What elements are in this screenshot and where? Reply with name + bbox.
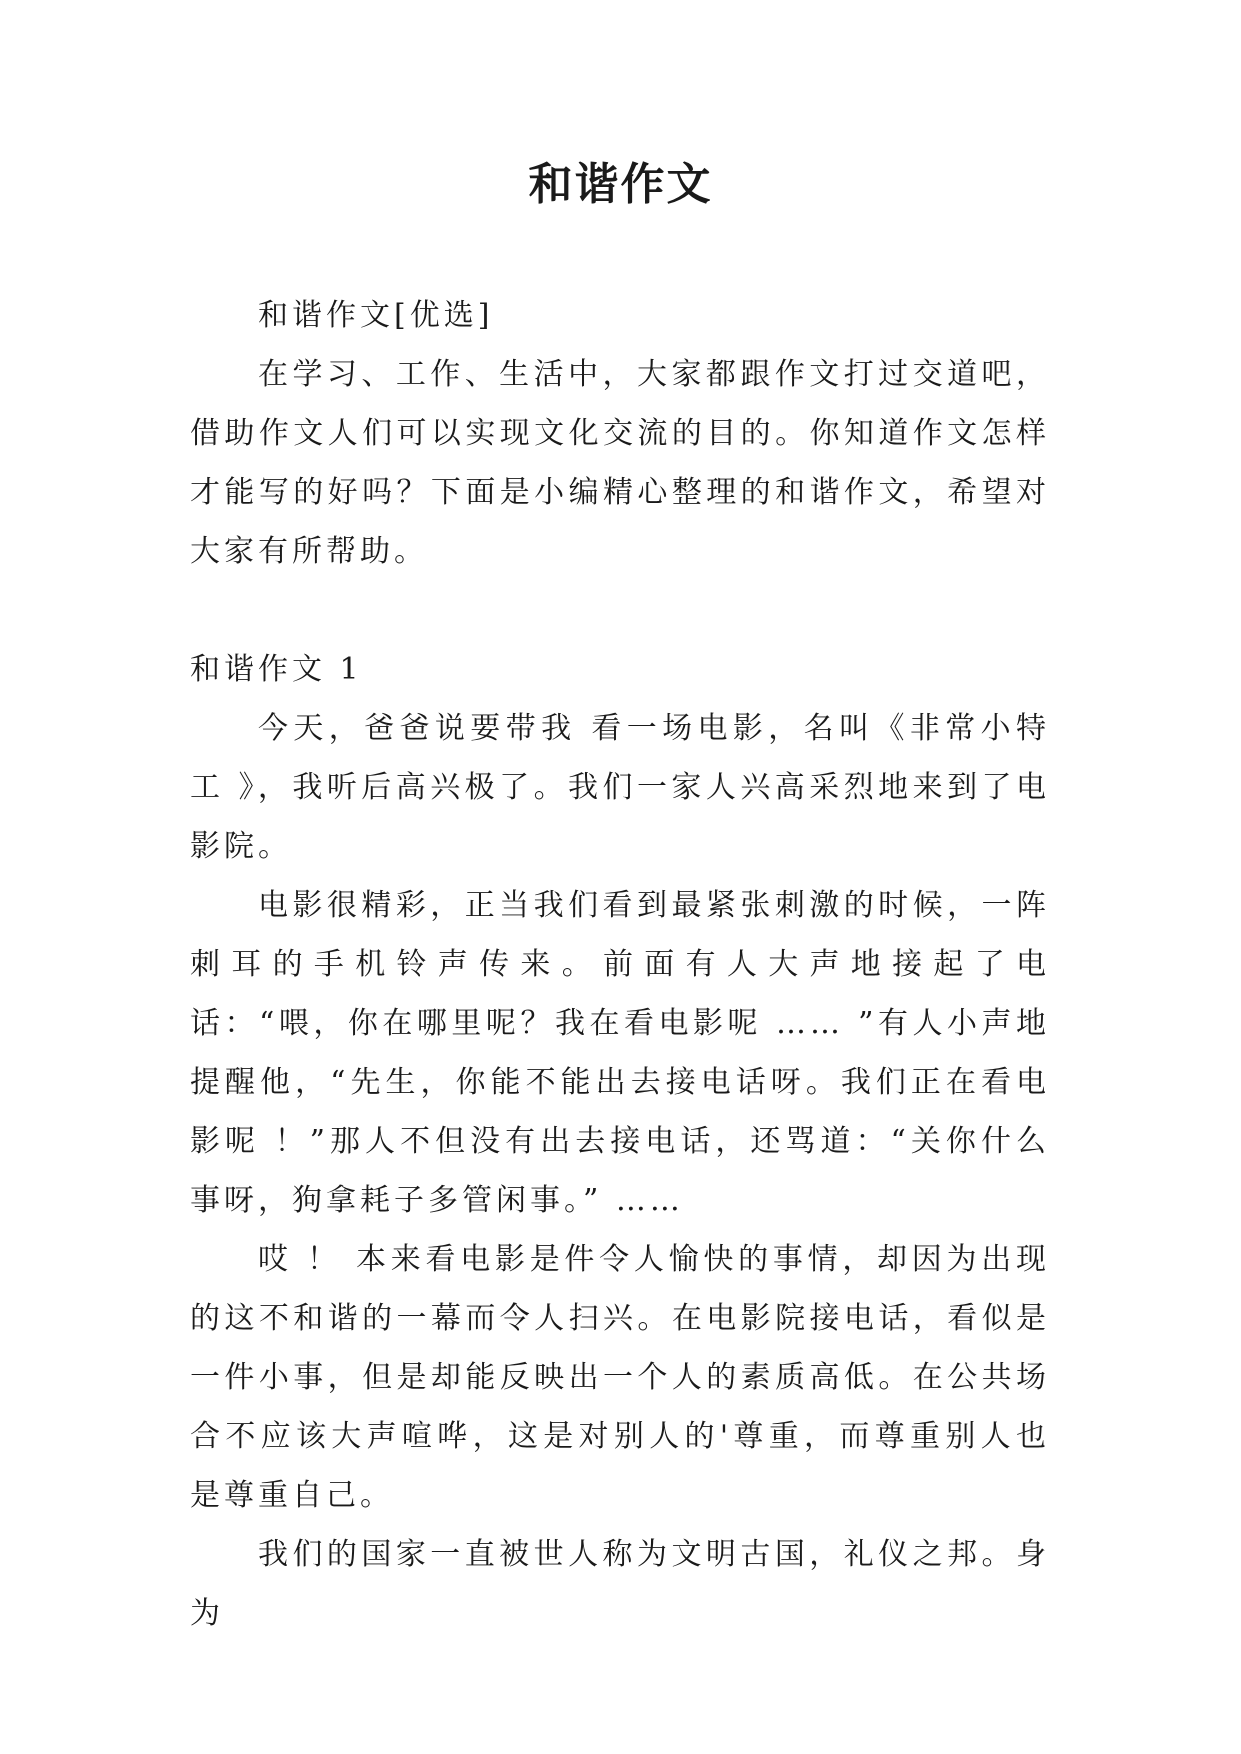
document-subtitle: 和谐作文[优选] [258, 298, 494, 333]
intro-paragraph: 在学习、工作、生活中，大家都跟作文打过交道吧，借助作文人们可以实现文化交流的目的。你知道作文怎样才能写的好吗？下面是小编精心整理的和谐作文，希望对大家有所帮助。 [190, 357, 1050, 569]
document-title: 和谐作文 [528, 159, 713, 210]
document-body [190, 286, 1050, 1643]
section-heading: 和谐作文 1 [190, 652, 363, 687]
body-paragraph-1: 今天，爸爸说要带我 看一场电影，名叫《非常小特工 》，我听后高兴极了。我们一家人兴高采烈地来到了电影院。 [190, 711, 1050, 864]
body-paragraph-4: 我们的国家一直被世人称为文明古国，礼仪之邦。身为 [190, 1537, 1050, 1631]
body-paragraph-2: 电影很精彩，正当我们看到最紧张刺激的时候，一阵刺耳的手机铃声传来。前面有人大声地接起了电话：“喂，你在哪里呢？我在看电影呢 …… ”有人小声地提醒他，“先生，你能不能出去接电话呀。我们正在看电影呢 ！”那人不但没有出去接电话，还骂道：“关你什么事呀，狗拿耗子多管闲事。” …… [190, 888, 1050, 1218]
body-paragraph-3: 哎 ！ 本来看电影是件令人愉快的事情，却因为出现的这不和谐的一幕而令人扫兴。在电影院接电话，看似是一件小事，但是却能反映出一个人的素质高低。在公共场合不应该大声喧哗，这是对别人的'尊重，而尊重别人也是尊重自己。 [190, 1242, 1050, 1513]
